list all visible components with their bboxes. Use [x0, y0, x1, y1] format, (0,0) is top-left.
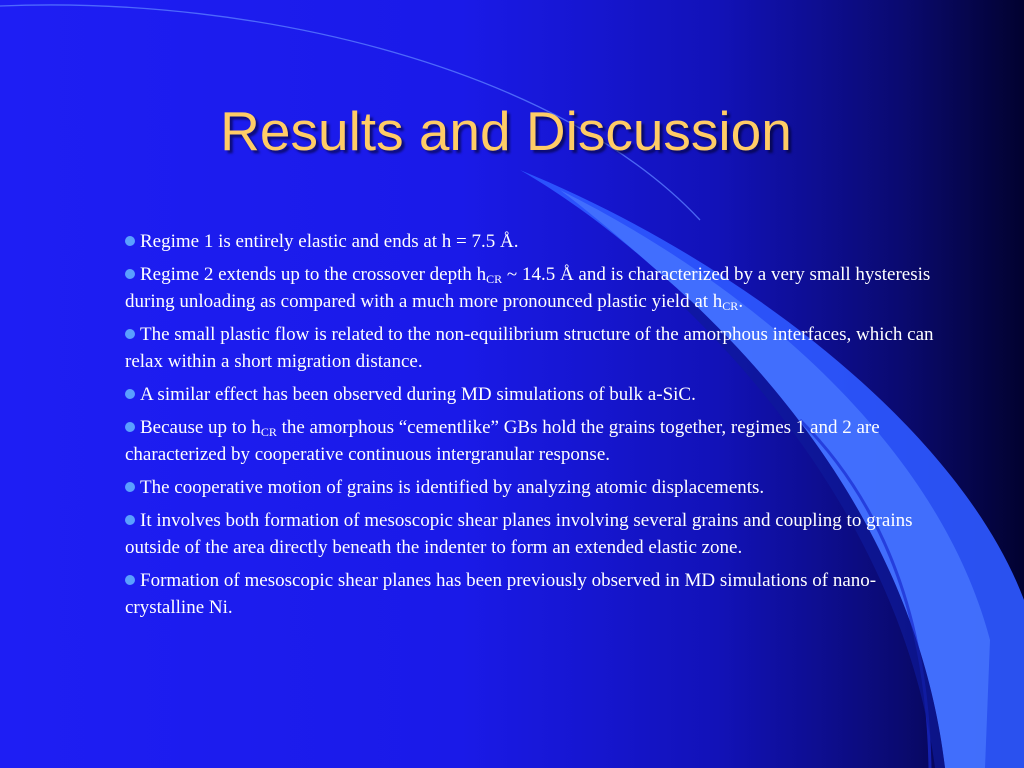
bullet-item — [125, 474, 940, 501]
bullet-item — [125, 414, 940, 468]
bullet-item — [125, 507, 940, 561]
bullet-text: Regime 2 extends up to the crossover depth h — [140, 264, 487, 285]
bullet-dot-icon — [125, 236, 135, 246]
bullet-text: the amorphous “cementlike” GBs hold the grains together, regimes 1 and 2 are characterized by cooperative continuous intergranular response. — [125, 417, 880, 465]
bullet-dot-icon — [125, 575, 135, 585]
bullet-dot-icon — [125, 515, 135, 525]
bullet-text: Formation of mesoscopic shear planes has been previously observed in MD simulations of nano-crystalline Ni. — [125, 570, 877, 618]
bullet-dot-icon — [125, 269, 135, 279]
bullet-dot-icon — [125, 482, 135, 492]
bullet-item — [125, 261, 940, 315]
bullet-subscript: CR — [486, 272, 503, 286]
bullet-text: ~ 14.5 Å and is characterized by a very small hysteresis during unloading as compared with a much more pronounced plastic yield at h — [125, 264, 931, 312]
bullet-text: Regime 1 is entirely elastic and ends at h = 7.5 Å. — [140, 231, 519, 252]
bullet-subscript: CR — [722, 299, 739, 313]
bullet-text: A similar effect has been observed during MD simulations of bulk a-SiC. — [140, 384, 696, 405]
bullet-text: It involves both formation of mesoscopic shear planes involving several grains and coupling to grains outside of the area directly beneath the indenter to form an extended elastic zone. — [125, 510, 913, 558]
bullet-text: The small plastic flow is related to the non-equilibrium structure of the amorphous interfaces, which can relax within a short migration distance. — [125, 324, 934, 372]
bullet-dot-icon — [125, 422, 135, 432]
bullet-text: Because up to h — [140, 417, 261, 438]
slide-title: Results and Discussion — [220, 100, 792, 162]
bullet-item — [125, 381, 940, 408]
bullet-dot-icon — [125, 389, 135, 399]
bullet-item — [125, 321, 940, 375]
bullet-text: The cooperative motion of grains is identified by analyzing atomic displacements. — [140, 477, 765, 498]
bullet-item — [125, 228, 940, 255]
bullet-subscript: CR — [260, 425, 277, 439]
bullet-text: . — [738, 291, 744, 312]
bullet-list — [125, 228, 940, 627]
bullet-dot-icon — [125, 329, 135, 339]
bullet-item — [125, 567, 940, 621]
